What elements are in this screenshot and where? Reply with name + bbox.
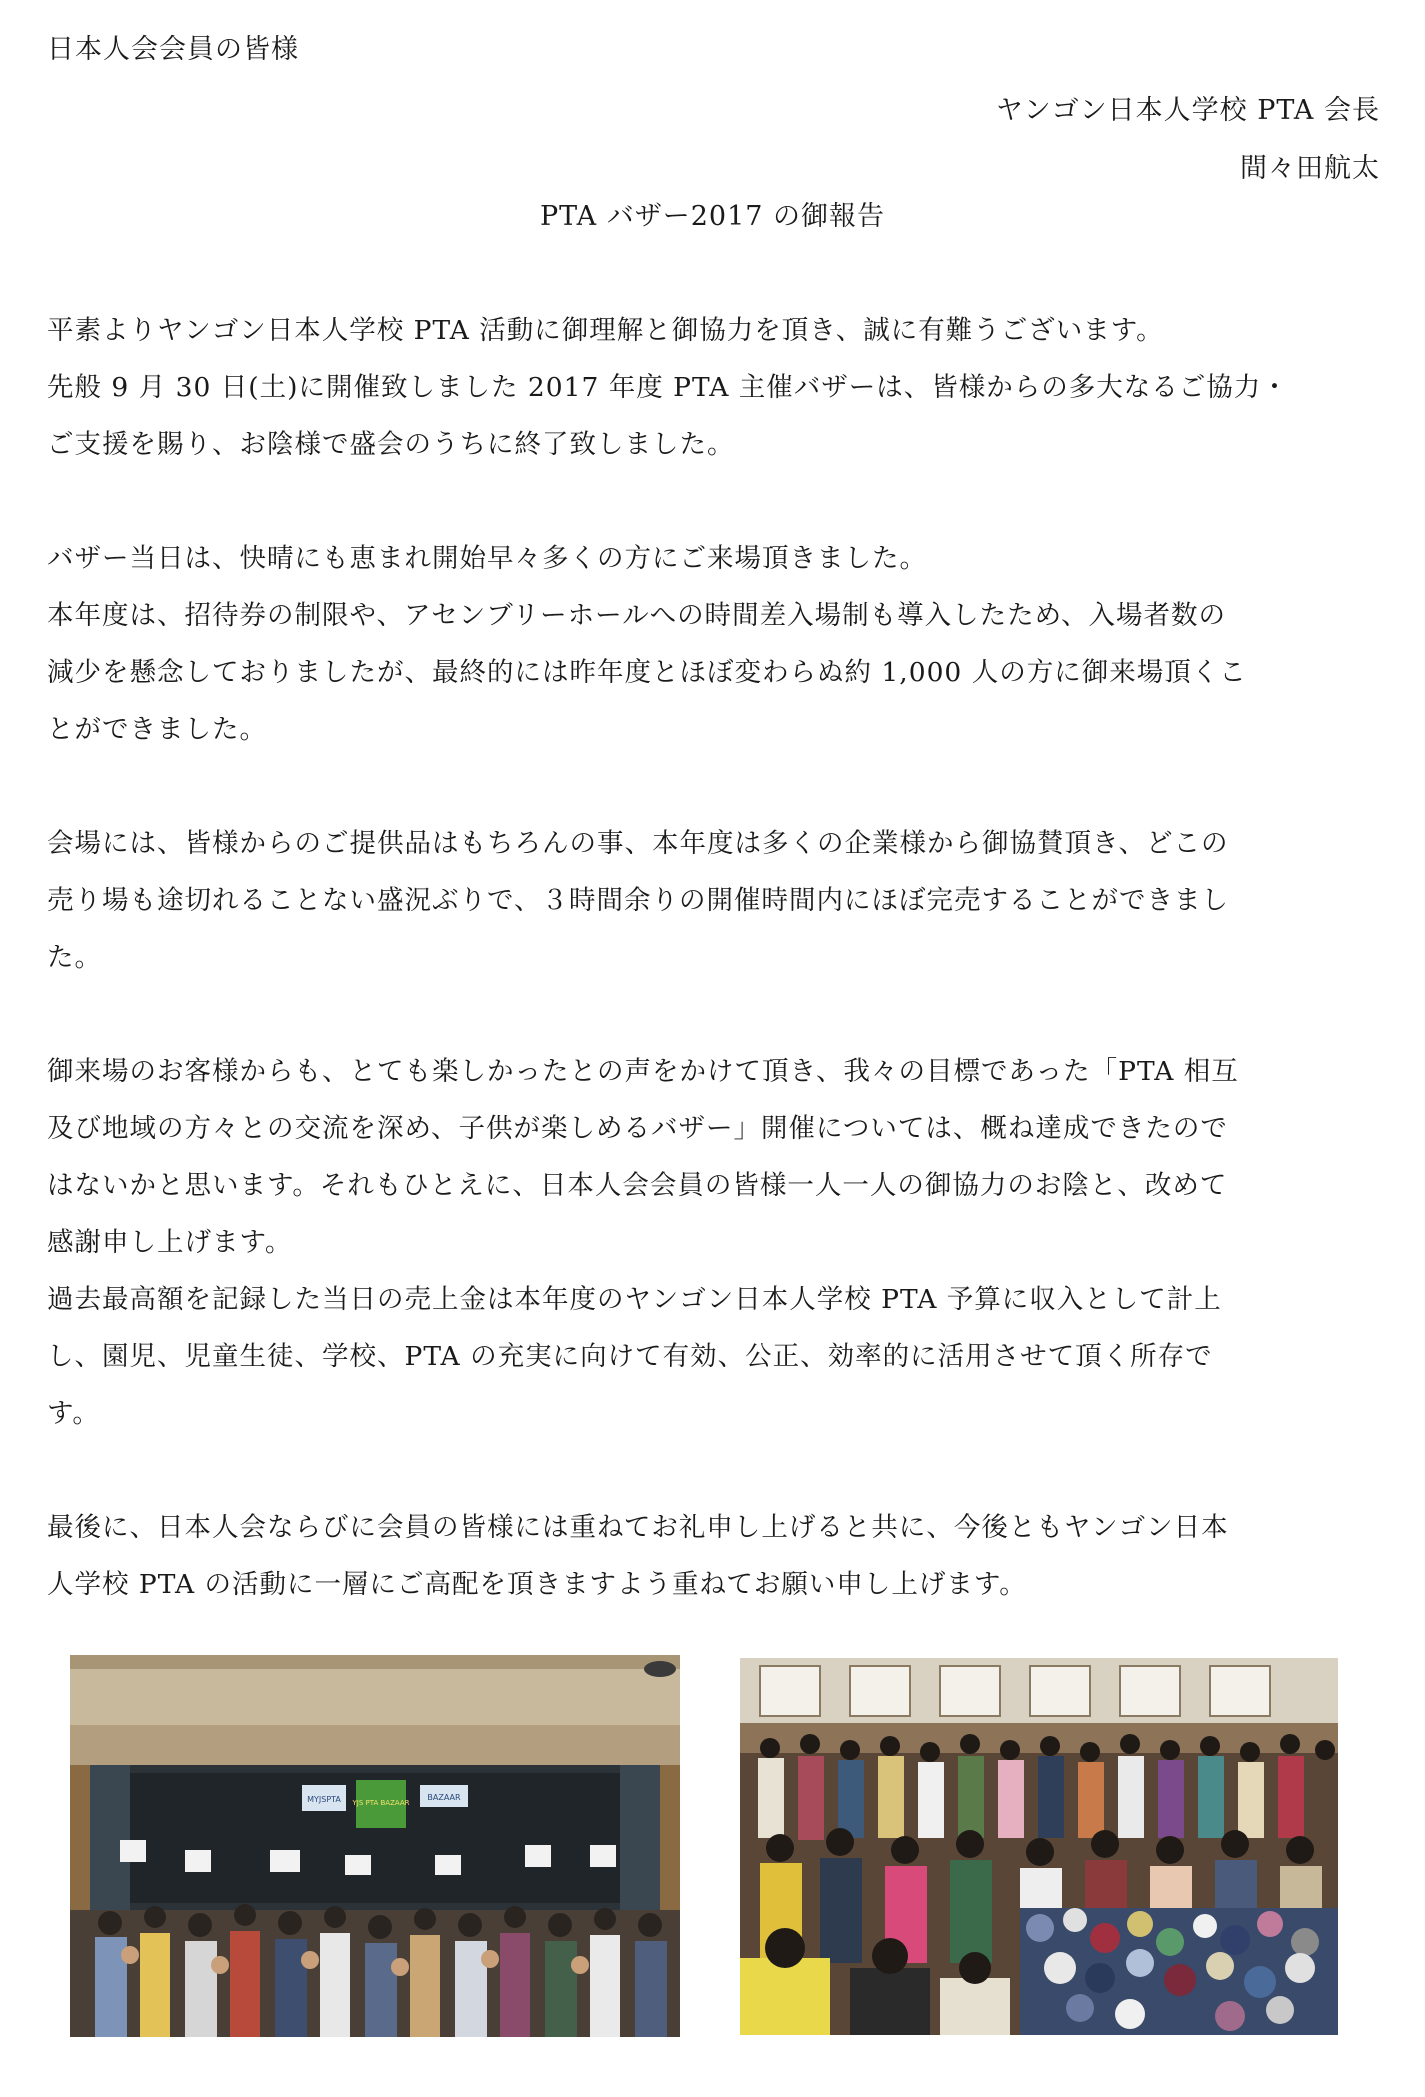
bazaar-crowd-image — [740, 1658, 1338, 2035]
addressee: 日本人会会員の皆様 — [47, 34, 299, 65]
sender-organization: ヤンゴン日本人学校 PTA 会長 — [995, 95, 1380, 126]
photo-row — [0, 1655, 1425, 2040]
body-line: す。 — [47, 1398, 100, 1429]
bazaar-hall-image — [70, 1655, 680, 2037]
paragraph-attendance — [47, 530, 1382, 758]
paragraph-greeting — [47, 302, 1382, 473]
body-line: た。 — [47, 942, 102, 973]
body-line: 本年度は、招待券の制限や、アセンブリーホールへの時間差入場制も導入したため、入場者数の — [47, 600, 1227, 631]
paragraph-closing — [47, 1499, 1382, 1613]
body-line: 会場には、皆様からのご提供品はもちろんの事、本年度は多くの企業様から御協賛頂き、どこの — [47, 828, 1229, 859]
body-line: 平素よりヤンゴン日本人学校 PTA 活動に御理解と御協力を頂き、誠に有難うございます。 — [47, 315, 1164, 346]
document-title: PTA バザー2017 の御報告 — [539, 201, 886, 232]
bazaar-hall-photo — [70, 1655, 680, 2037]
body-line: 先般 9 月 30 日(土)に開催致しました 2017 年度 PTA 主催バザーは、皆様からの多大なるご協力・ — [47, 372, 1289, 403]
sender-block — [996, 82, 1380, 198]
banner-label: YJS PTA BAZAAR — [352, 1799, 410, 1807]
body-line: ご支援を賜り、お陰様で盛会のうちに終了致しました。 — [47, 429, 735, 460]
paragraph-venue — [47, 815, 1382, 986]
document-body — [47, 302, 1382, 1670]
bazaar-crowd-photo — [740, 1658, 1338, 2035]
banner-label: BAZAAR — [427, 1793, 461, 1802]
body-line: し、園児、児童生徒、学校、PTA の充実に向けて有効、公正、効率的に活用させて頂く所存で — [47, 1341, 1213, 1372]
paragraph-thanks — [47, 1043, 1382, 1442]
banner-label: MYJSPTA — [307, 1795, 341, 1804]
sender-name: 間々田航太 — [1240, 153, 1380, 184]
body-line: とができました。 — [47, 714, 267, 745]
body-line: バザー当日は、快晴にも恵まれ開始早々多くの方にご来場頂きました。 — [47, 543, 927, 574]
body-line: 人学校 PTA の活動に一層にご高配を頂きますよう重ねてお願い申し上げます。 — [47, 1569, 1027, 1600]
body-line: はないかと思います。それもひとえに、日本人会会員の皆様一人一人の御協力のお陰と、改めて — [47, 1170, 1228, 1201]
body-line: 御来場のお客様からも、とても楽しかったとの声をかけて頂き、我々の目標であった「PTA 相互 — [47, 1056, 1239, 1087]
body-line: 減少を懸念しておりましたが、最終的には昨年度とほぼ変わらぬ約 1,000 人の方に御来場頂くこ — [47, 657, 1247, 688]
body-line: 過去最高額を記録した当日の売上金は本年度のヤンゴン日本人学校 PTA 予算に収入として計上 — [47, 1284, 1222, 1315]
body-line: 最後に、日本人会ならびに会員の皆様には重ねてお礼申し上げると共に、今後ともヤンゴン日本 — [47, 1512, 1229, 1543]
body-line: 及び地域の方々との交流を深め、子供が楽しめるバザー」開催については、概ね達成できたので — [47, 1113, 1228, 1144]
body-line: 売り場も途切れることない盛況ぶりで、３時間余りの開催時間内にほぼ完売することができまし — [47, 885, 1229, 916]
body-line: 感謝申し上げます。 — [47, 1227, 293, 1258]
